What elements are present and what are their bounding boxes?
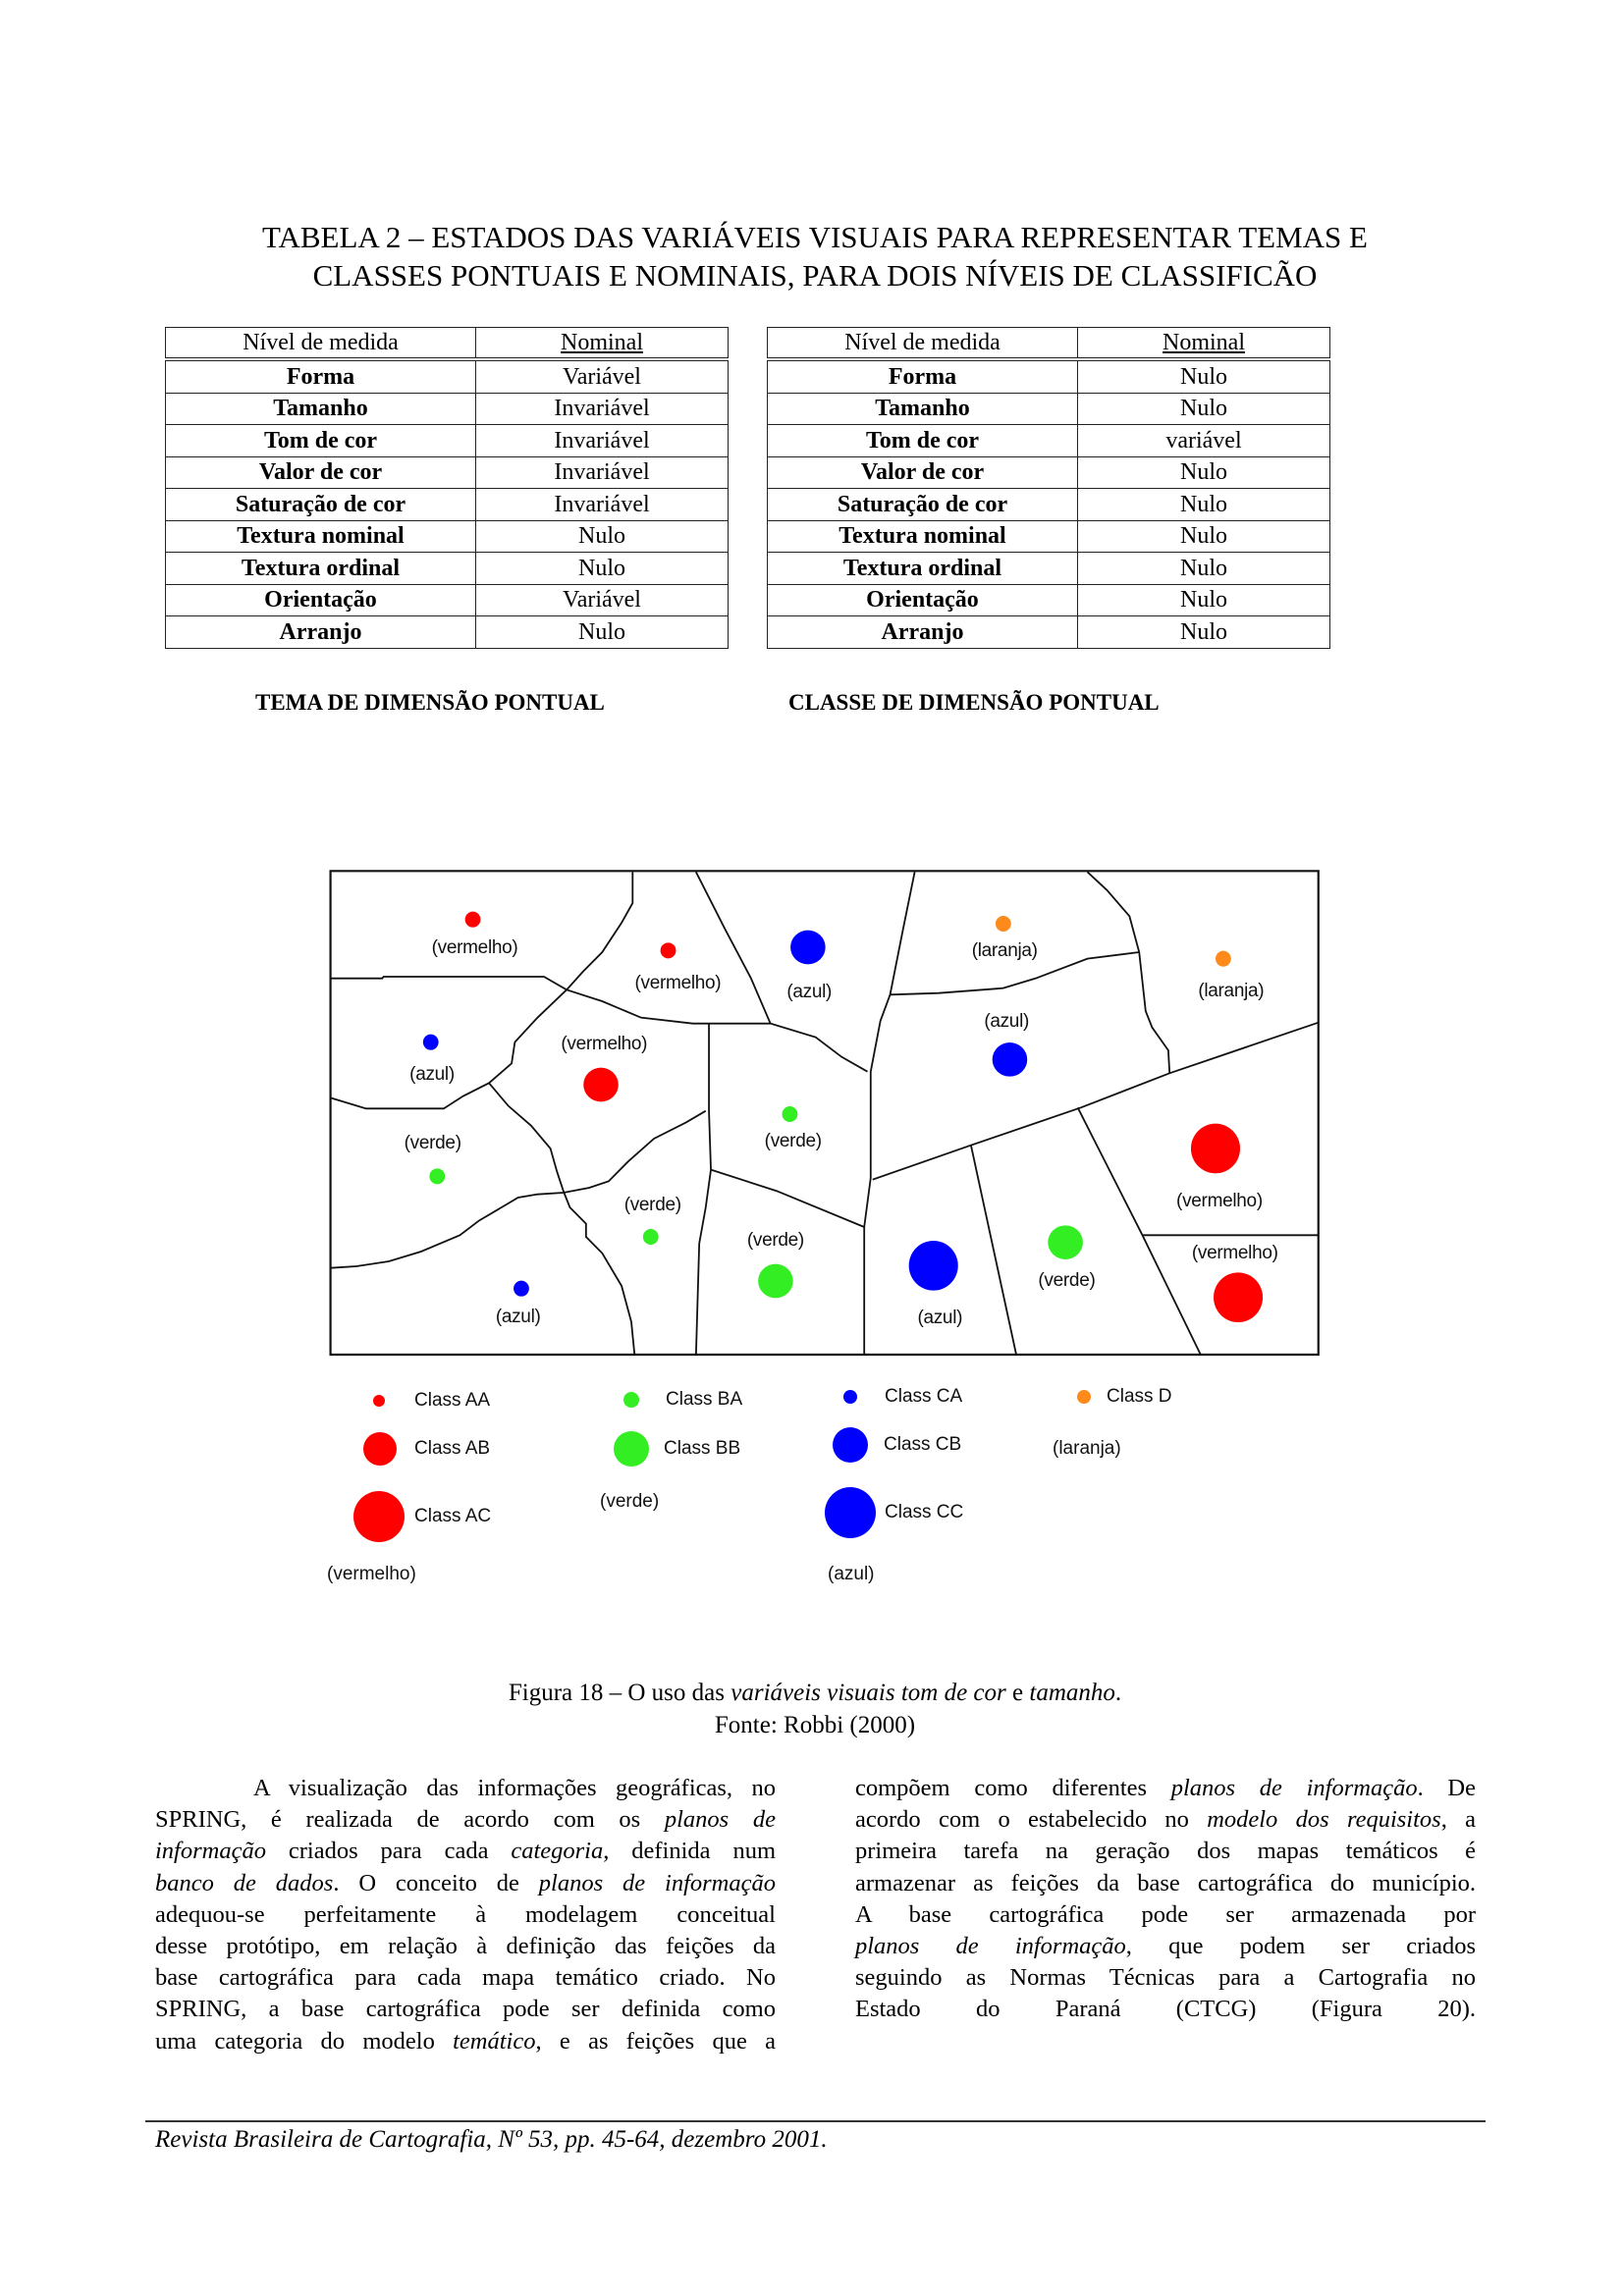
italic-text: informação [155, 1838, 266, 1865]
text: primeira tarefa na geração dos mapas temáticos é [855, 1838, 1476, 1865]
legend-symbol-vermelho [363, 1432, 397, 1466]
variable-cell: Saturação de cor [768, 489, 1078, 521]
header-label: Nominal [1163, 330, 1245, 355]
legend-class-label: Class AB [414, 1438, 491, 1459]
figure-source: Fonte: Robbi (2000) [714, 1712, 916, 1738]
italic-text: categoria [511, 1838, 604, 1865]
italic-text: modelo dos requisitos [1207, 1806, 1441, 1834]
italic-text: planos de informação [855, 1933, 1126, 1960]
body-column-left [155, 1773, 776, 2057]
legend-group-label: (azul) [828, 1564, 875, 1584]
text: adequou-se perfeitamente à modelagem conceitual [155, 1900, 776, 1928]
state-cell: Nulo [476, 616, 729, 649]
header-label: Nível de medida [243, 330, 399, 355]
map-label: (verde) [1038, 1270, 1096, 1291]
legend-class-label: Class AA [414, 1390, 491, 1411]
header-label: Nominal [561, 330, 643, 355]
map-label: (azul) [984, 1010, 1030, 1032]
table-title-line-1: TABELA 2 – ESTADOS DAS VARIÁVEIS VISUAIS PARA REPRESENTAR TEMAS E [262, 220, 1368, 254]
variable-cell: Saturação de cor [166, 489, 476, 521]
text: Figura 18 – O uso das [508, 1680, 731, 1706]
legend-symbol-verde [614, 1431, 649, 1467]
legend-group-label: (laranja) [1053, 1438, 1121, 1459]
text: , e as feições que a [535, 2027, 776, 2055]
variable-cell: Orientação [166, 584, 476, 616]
state-cell: Nulo [1078, 553, 1330, 585]
map-label: (verde) [623, 1195, 681, 1216]
map-label: (azul) [409, 1064, 455, 1085]
italic-text: banco de dados [155, 1869, 334, 1896]
variable-cell: Orientação [768, 584, 1078, 616]
map-label: (verde) [404, 1133, 461, 1153]
table-caption-classe: CLASSE DE DIMENSÃO PONTUAL [788, 690, 1160, 715]
text: Estado do Paraná (CTCG) (Figura 20). [855, 1996, 1476, 2023]
variable-cell: Arranjo [768, 616, 1078, 649]
body-line [155, 1994, 776, 2025]
text: , definida num [603, 1838, 776, 1865]
state-cell: Nulo [1078, 584, 1330, 616]
map-label: (azul) [917, 1307, 963, 1328]
body-line [155, 2026, 776, 2057]
text: criados para cada [265, 1838, 512, 1865]
state-cell: variável [1078, 425, 1330, 457]
legend-class-label: Class D [1107, 1386, 1172, 1407]
text: . O conceito de [333, 1869, 539, 1896]
variable-cell: Valor de cor [166, 456, 476, 489]
body-line [155, 1836, 776, 1867]
map-label: (verde) [764, 1131, 822, 1152]
italic-text: variáveis visuais tom de cor [730, 1680, 1006, 1706]
body-line [855, 1899, 1476, 1931]
state-cell: Nulo [1078, 489, 1330, 521]
map-label: (azul) [495, 1306, 541, 1327]
variable-cell: Tamanho [768, 393, 1078, 425]
state-cell: Invariável [476, 425, 729, 457]
text: . [1114, 1680, 1122, 1706]
variable-cell: Textura nominal [768, 520, 1078, 553]
text: A visualização das informações geográficas, no [253, 1775, 776, 1801]
body-line [155, 1868, 776, 1899]
table-caption-tema: TEMA DE DIMENSÃO PONTUAL [255, 690, 605, 715]
state-cell: Nulo [1078, 616, 1330, 649]
text: desse protótipo, em relação à definição das feições da [155, 1933, 776, 1960]
body-column-right [855, 1773, 1476, 2026]
map-label: (vermelho) [1176, 1191, 1263, 1212]
map-label: (vermelho) [561, 1034, 648, 1054]
body-line [155, 1962, 776, 1994]
legend-symbol-azul [843, 1390, 857, 1404]
state-cell: Nulo [1078, 520, 1330, 553]
state-cell: Variável [476, 584, 729, 616]
variable-cell: Tom de cor [768, 425, 1078, 457]
footer-citation: Revista Brasileira de Cartografia, Nº 53, pp. 45-64, dezembro 2001. [155, 2126, 828, 2153]
map-label: (laranja) [1198, 981, 1265, 1001]
italic-text: planos de [664, 1806, 776, 1834]
map-label: (azul) [786, 981, 833, 1002]
legend-class-label: Class BA [666, 1389, 743, 1410]
text: , a [1440, 1806, 1477, 1834]
variable-cell: Textura nominal [166, 520, 476, 553]
italic-text: temático [453, 2027, 536, 2055]
map-label: (laranja) [971, 940, 1038, 962]
state-cell: Variável [476, 359, 729, 393]
figure-caption-title [147, 1677, 1483, 1709]
text: base cartográfica para cada mapa temático criado. No [155, 1964, 776, 1992]
legend-symbol-vermelho [373, 1395, 385, 1407]
state-cell: Nulo [476, 553, 729, 585]
body-line [855, 1773, 1476, 1804]
table-title-line-2: CLASSES PONTUAIS E NOMINAIS, PARA DOIS NÍVEIS DE CLASSIFICÃO [312, 258, 1318, 293]
legend-class-label: Class AC [414, 1506, 492, 1526]
body-line [155, 1931, 776, 1962]
body-line [855, 1836, 1476, 1867]
text: uma categoria do modelo [155, 2027, 454, 2055]
variable-cell: Tom de cor [166, 425, 476, 457]
text: , que podem ser criados [1125, 1933, 1477, 1960]
legend-group-label: (vermelho) [327, 1564, 416, 1584]
legend-symbol-laranja [1077, 1390, 1091, 1404]
variable-cell: Textura ordinal [768, 553, 1078, 585]
variable-cell: Forma [768, 359, 1078, 393]
text: SPRING, a base cartográfica pode ser definida como [155, 1996, 776, 2023]
text: . De [1417, 1775, 1476, 1801]
legend-symbol-vermelho [353, 1491, 405, 1542]
map-label: (vermelho) [431, 937, 518, 958]
map-label: (verde) [746, 1230, 804, 1251]
variable-cell: Valor de cor [768, 456, 1078, 489]
text: A base cartográfica pode ser armazenada por [855, 1900, 1476, 1928]
legend-symbol-azul [825, 1487, 876, 1538]
body-line [855, 1994, 1476, 2025]
state-cell: Invariável [476, 489, 729, 521]
legend-class-label: Class CB [884, 1434, 962, 1455]
state-cell: Nulo [1078, 393, 1330, 425]
map-label: (vermelho) [634, 973, 722, 994]
legend-class-label: Class CC [885, 1502, 964, 1522]
figure-caption [147, 1677, 1483, 1741]
italic-text: planos de informação [1170, 1775, 1418, 1801]
state-cell: Nulo [1078, 359, 1330, 393]
body-line [155, 1773, 776, 1804]
text: armazenar as feições da base cartográfica do município. [855, 1869, 1476, 1896]
body-line [855, 1962, 1476, 1994]
variable-cell: Tamanho [166, 393, 476, 425]
state-cell: Invariável [476, 456, 729, 489]
map-label: (vermelho) [1191, 1242, 1278, 1263]
state-cell: Invariável [476, 393, 729, 425]
body-line [855, 1868, 1476, 1899]
footer-rule [145, 2120, 1486, 2122]
italic-text: planos de informação [538, 1869, 776, 1896]
body-line [855, 1931, 1476, 1962]
legend-class-label: Class CA [885, 1386, 963, 1407]
header-label: Nível de medida [844, 330, 1001, 355]
body-line [855, 1804, 1476, 1836]
text: acordo com o estabelecido no [855, 1806, 1208, 1834]
legend-class-label: Class BB [664, 1438, 741, 1459]
variable-cell: Forma [166, 359, 476, 393]
text: seguindo as Normas Técnicas para a Cartografia no [855, 1964, 1476, 1992]
italic-text: tamanho [1029, 1680, 1115, 1706]
state-cell: Nulo [476, 520, 729, 553]
body-line [155, 1804, 776, 1836]
text: e [1005, 1680, 1030, 1706]
legend-symbol-azul [833, 1427, 868, 1463]
variable-cell: Arranjo [166, 616, 476, 649]
legend-group-label: (verde) [600, 1491, 660, 1512]
body-line [155, 1899, 776, 1931]
legend-symbol-verde [623, 1392, 639, 1408]
text: compõem como diferentes [855, 1775, 1171, 1801]
state-cell: Nulo [1078, 456, 1330, 489]
text: SPRING, é realizada de acordo com os [155, 1806, 665, 1834]
variable-cell: Textura ordinal [166, 553, 476, 585]
